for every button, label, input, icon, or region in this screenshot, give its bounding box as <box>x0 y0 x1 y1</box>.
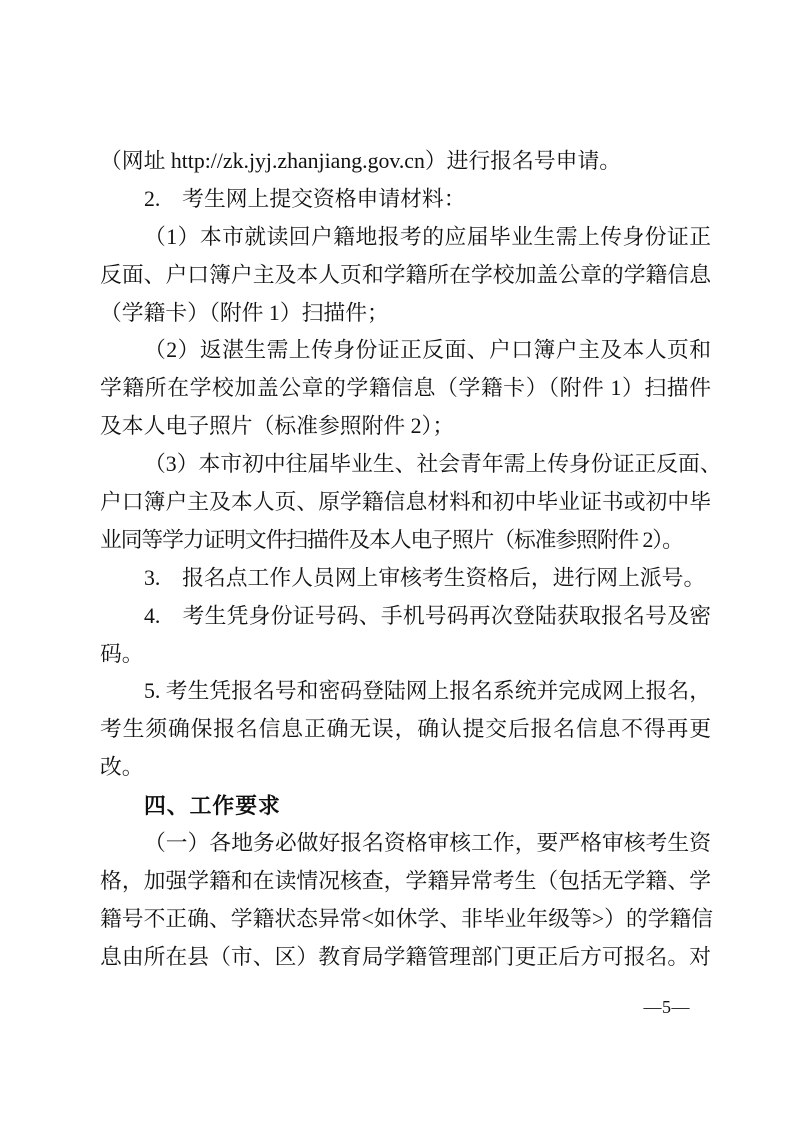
text-line: 及本人电子照片（标准参照附件 2）； <box>100 414 455 439</box>
text-line: 码。 <box>100 641 144 666</box>
text-line-sub-2: （2）返湛生需上传身份证正反面、户口簿户主及本人页和 <box>144 338 711 363</box>
text-line: 户口簿户主及本人页、原学籍信息材料和初中毕业证书或初中毕 <box>100 490 711 515</box>
text-line: 反面、户口簿户主及本人页和学籍所在学校加盖公章的学籍信息 <box>100 262 711 287</box>
text-line: 格，加强学籍和在读情况核查，学籍异常考生（包括无学籍、学 <box>100 868 711 893</box>
document-body <box>100 143 722 977</box>
text-line: 息由所在县（市、区）教育局学籍管理部门更正后方可报名。对 <box>100 944 711 969</box>
text-line: 业同等学力证明文件扫描件及本人电子照片（标准参照附件 2）。 <box>100 527 683 552</box>
text-line-item-2: 2. 考生网上提交资格申请材料： <box>144 186 466 211</box>
text-line-url-continuation: （网址 http://zk.jyj.zhanjiang.gov.cn）进行报名号申请。 <box>100 149 622 173</box>
text-line-sub-1: （1）本市就读回户籍地报考的应届毕业生需上传身份证正 <box>144 224 711 249</box>
text-line-sub-3: （3）本市初中往届毕业生、社会青年需上传身份证正反面、 <box>144 452 722 477</box>
text-line: 改。 <box>100 755 144 780</box>
text-line-item-4: 4. 考生凭身份证号码、手机号码再次登陆获取报名号及密 <box>144 603 711 628</box>
text-line-item-3: 3. 报名点工作人员网上审核考生资格后，进行网上派号。 <box>144 565 706 590</box>
text-line-para-1: （一）各地务必做好报名资格审核工作，要严格审核考生资 <box>144 831 711 856</box>
text-line: 籍号不正确、学籍状态异常<如休学、非毕业年级等>）的学籍信 <box>100 906 714 931</box>
page-number: —5— <box>643 997 690 1017</box>
text-line: （学籍卡）（附件 1）扫描件； <box>100 300 389 325</box>
text-line-item-5: 5. 考生凭报名号和密码登陆网上报名系统并完成网上报名， <box>144 679 711 704</box>
text-line: 学籍所在学校加盖公章的学籍信息（学籍卡）（附件 1）扫描件 <box>100 376 711 401</box>
text-line: 考生须确保报名信息正确无误，确认提交后报名信息不得再更 <box>100 717 711 742</box>
section-heading-4: 四、工作要求 <box>144 793 281 819</box>
